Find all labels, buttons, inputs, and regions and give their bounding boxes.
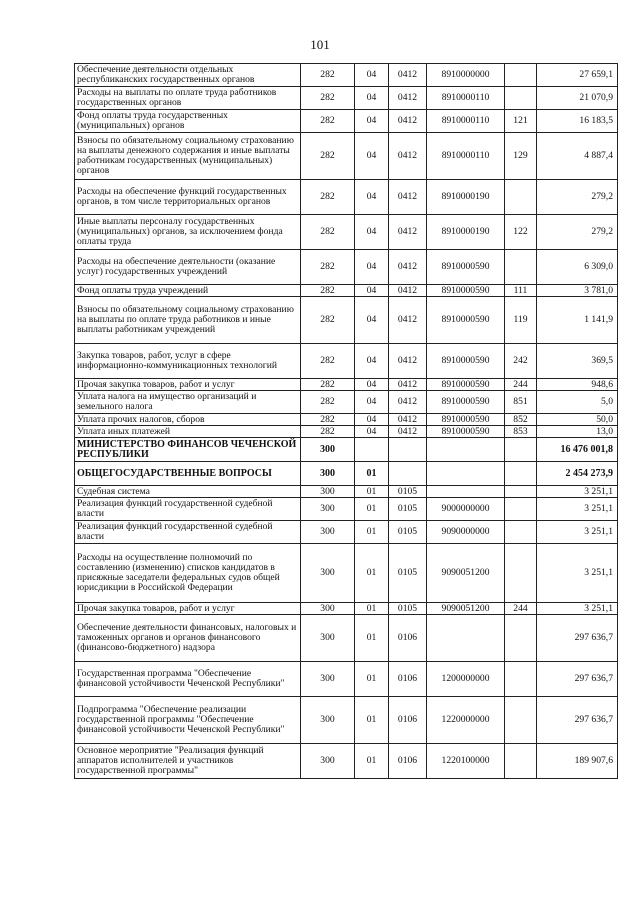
expense-type-cell (505, 64, 537, 87)
section-code-cell: 04 (355, 379, 389, 391)
expense-name-cell: Взносы по обязательному социальному страхованию на выплаты денежного содержания и иные выплаты работникам государственных (муниципальных) органов (75, 133, 301, 180)
expense-type-cell: 111 (505, 285, 537, 297)
department-code-cell: 300 (301, 697, 355, 744)
department-code-cell: 282 (301, 344, 355, 379)
amount-cell: 279,2 (537, 180, 618, 215)
department-code-cell: 300 (301, 438, 355, 462)
amount-cell: 3 251,1 (537, 603, 618, 615)
expense-name-cell: Расходы на обеспечение деятельности (оказание услуг) государственных учреждений (75, 250, 301, 285)
expense-type-cell: 853 (505, 426, 537, 438)
expense-type-cell (505, 498, 537, 521)
amount-cell: 13,0 (537, 426, 618, 438)
subsection-code-cell: 0412 (389, 250, 427, 285)
expense-type-cell (505, 521, 537, 544)
expense-type-cell: 244 (505, 379, 537, 391)
department-code-cell: 300 (301, 498, 355, 521)
expense-type-cell (505, 615, 537, 662)
department-code-cell: 282 (301, 297, 355, 344)
target-article-cell: 8910000590 (427, 344, 505, 379)
target-article-cell: 9000000000 (427, 498, 505, 521)
section-code-cell: 01 (355, 615, 389, 662)
expense-type-cell: 851 (505, 391, 537, 414)
subsection-code-cell: 0412 (389, 133, 427, 180)
table-row (75, 133, 618, 180)
target-article-cell: 8910000590 (427, 297, 505, 344)
expense-name-cell: ОБЩЕГОСУДАРСТВЕННЫЕ ВОПРОСЫ (75, 462, 301, 486)
target-article-cell (427, 462, 505, 486)
section-code-cell: 01 (355, 697, 389, 744)
expense-type-cell (505, 462, 537, 486)
section-code-cell: 04 (355, 250, 389, 285)
expense-name-cell: Уплата прочих налогов, сборов (75, 414, 301, 426)
subsection-code-cell (389, 462, 427, 486)
department-code-cell: 282 (301, 414, 355, 426)
target-article-cell: 8910000190 (427, 180, 505, 215)
target-article-cell (427, 615, 505, 662)
subsection-code-cell: 0105 (389, 544, 427, 603)
section-code-cell: 01 (355, 744, 389, 779)
expense-name-cell: Основное мероприятие "Реализация функций аппаратов исполнителей и участников государственной программы" (75, 744, 301, 779)
expense-name-cell: Обеспечение деятельности финансовых, налоговых и таможенных органов и органов финансового (финансово-бюджетного) надзора (75, 615, 301, 662)
table-row (75, 110, 618, 133)
section-code-cell: 04 (355, 297, 389, 344)
page-number: 101 (310, 37, 330, 52)
target-article-cell: 8910000590 (427, 414, 505, 426)
subsection-code-cell: 0412 (389, 87, 427, 110)
target-article-cell: 8910000590 (427, 426, 505, 438)
expense-name-cell: Уплата налога на имущество организаций и земельного налога (75, 391, 301, 414)
expense-type-cell (505, 744, 537, 779)
department-code-cell: 300 (301, 744, 355, 779)
section-code-cell: 04 (355, 414, 389, 426)
department-code-cell: 282 (301, 87, 355, 110)
amount-cell: 297 636,7 (537, 697, 618, 744)
department-code-cell: 300 (301, 603, 355, 615)
amount-cell: 3 251,1 (537, 521, 618, 544)
expense-type-cell (505, 438, 537, 462)
expense-name-cell: Уплата иных платежей (75, 426, 301, 438)
expense-type-cell: 242 (505, 344, 537, 379)
section-code-cell: 01 (355, 462, 389, 486)
expense-name-cell: Реализация функций государственной судебной власти (75, 521, 301, 544)
target-article-cell: 9090051200 (427, 603, 505, 615)
section-code-cell: 04 (355, 64, 389, 87)
amount-cell: 50,0 (537, 414, 618, 426)
amount-cell: 279,2 (537, 215, 618, 250)
table-row (75, 697, 618, 744)
department-code-cell: 282 (301, 391, 355, 414)
table-row (75, 87, 618, 110)
department-code-cell: 282 (301, 180, 355, 215)
table-row (75, 544, 618, 603)
table-row (75, 521, 618, 544)
expense-name-cell: Расходы на выплаты по оплате труда работников государственных органов (75, 87, 301, 110)
amount-cell: 297 636,7 (537, 662, 618, 697)
expense-name-cell: Обеспечение деятельности отдельных республиканских государственных органов (75, 64, 301, 87)
target-article-cell (427, 438, 505, 462)
expense-name-cell: Подпрограмма "Обеспечение реализации государственной программы "Обеспечение финансовой устойчивости Чеченской Республики" (75, 697, 301, 744)
table-row (75, 215, 618, 250)
amount-cell: 189 907,6 (537, 744, 618, 779)
department-code-cell: 282 (301, 110, 355, 133)
expense-name-cell: Фонд оплаты труда государственных (муниципальных) органов (75, 110, 301, 133)
target-article-cell: 8910000590 (427, 250, 505, 285)
expense-name-cell: Прочая закупка товаров, работ и услуг (75, 603, 301, 615)
amount-cell: 3 251,1 (537, 486, 618, 498)
table-row (75, 744, 618, 779)
subsection-code-cell: 0105 (389, 603, 427, 615)
department-code-cell: 300 (301, 662, 355, 697)
amount-cell: 21 070,9 (537, 87, 618, 110)
target-article-cell: 1200000000 (427, 662, 505, 697)
expense-name-cell: Прочая закупка товаров, работ и услуг (75, 379, 301, 391)
target-article-cell: 8910000000 (427, 64, 505, 87)
expense-name-cell: Фонд оплаты труда учреждений (75, 285, 301, 297)
expense-name-cell: Государственная программа "Обеспечение финансовой устойчивости Чеченской Республики" (75, 662, 301, 697)
table-row (75, 391, 618, 414)
department-code-cell: 300 (301, 486, 355, 498)
subsection-code-cell: 0412 (389, 344, 427, 379)
subsection-code-cell: 0105 (389, 486, 427, 498)
subsection-code-cell: 0106 (389, 697, 427, 744)
section-code-cell: 01 (355, 662, 389, 697)
table-row (75, 344, 618, 379)
amount-cell: 3 781,0 (537, 285, 618, 297)
target-article-cell: 8910000190 (427, 215, 505, 250)
section-code-cell: 04 (355, 285, 389, 297)
table-row (75, 297, 618, 344)
department-code-cell: 282 (301, 379, 355, 391)
expense-type-cell: 852 (505, 414, 537, 426)
expense-type-cell: 244 (505, 603, 537, 615)
department-code-cell: 282 (301, 215, 355, 250)
expense-type-cell (505, 544, 537, 603)
expense-type-cell (505, 87, 537, 110)
table-row (75, 250, 618, 285)
subsection-code-cell: 0106 (389, 615, 427, 662)
amount-cell: 3 251,1 (537, 498, 618, 521)
amount-cell: 4 887,4 (537, 133, 618, 180)
section-code-cell: 01 (355, 498, 389, 521)
expense-name-cell: Расходы на осуществление полномочий по составлению (изменению) списков кандидатов в присяжные заседатели федеральных судов общей юрисдикции в Российской Федерации (75, 544, 301, 603)
subsection-code-cell: 0412 (389, 391, 427, 414)
subsection-code-cell: 0412 (389, 426, 427, 438)
expense-name-cell: Судебная система (75, 486, 301, 498)
subsection-code-cell: 0106 (389, 662, 427, 697)
subsection-code-cell: 0412 (389, 110, 427, 133)
budget-table (74, 63, 618, 779)
table-row (75, 414, 618, 426)
expense-type-cell (505, 486, 537, 498)
expense-name-cell: Расходы на обеспечение функций государственных органов, в том числе территориальных органов (75, 180, 301, 215)
table-row (75, 486, 618, 498)
subsection-code-cell: 0412 (389, 379, 427, 391)
expense-name-cell: Закупка товаров, работ, услуг в сфере информационно-коммуникационных технологий (75, 344, 301, 379)
expense-type-cell (505, 250, 537, 285)
expense-type-cell: 122 (505, 215, 537, 250)
department-code-cell: 300 (301, 462, 355, 486)
section-code-cell: 04 (355, 133, 389, 180)
department-code-cell: 300 (301, 544, 355, 603)
expense-name-cell: Взносы по обязательному социальному страхованию на выплаты по оплате труда работников и иные выплаты работникам учреждений (75, 297, 301, 344)
amount-cell: 297 636,7 (537, 615, 618, 662)
table-row (75, 379, 618, 391)
subsection-code-cell: 0105 (389, 521, 427, 544)
section-code-cell: 04 (355, 180, 389, 215)
section-code-cell: 04 (355, 87, 389, 110)
table-row (75, 615, 618, 662)
subsection-code-cell: 0412 (389, 215, 427, 250)
table-row (75, 285, 618, 297)
expense-type-cell: 129 (505, 133, 537, 180)
table-row (75, 498, 618, 521)
amount-cell: 16 183,5 (537, 110, 618, 133)
target-article-cell: 9090000000 (427, 521, 505, 544)
subsection-code-cell: 0412 (389, 297, 427, 344)
amount-cell: 369,5 (537, 344, 618, 379)
section-code-cell (355, 438, 389, 462)
department-code-cell: 282 (301, 250, 355, 285)
section-code-cell: 01 (355, 544, 389, 603)
table-row (75, 662, 618, 697)
subsection-code-cell: 0412 (389, 180, 427, 215)
table-row (75, 64, 618, 87)
amount-cell: 5,0 (537, 391, 618, 414)
section-code-cell: 04 (355, 391, 389, 414)
target-article-cell: 8910000590 (427, 285, 505, 297)
expense-type-cell (505, 662, 537, 697)
section-code-cell: 04 (355, 344, 389, 379)
subsection-code-cell: 0106 (389, 744, 427, 779)
subsection-code-cell: 0105 (389, 498, 427, 521)
department-code-cell: 300 (301, 521, 355, 544)
subsection-code-cell: 0412 (389, 64, 427, 87)
amount-cell: 3 251,1 (537, 544, 618, 603)
department-code-cell: 300 (301, 615, 355, 662)
amount-cell: 2 454 273,9 (537, 462, 618, 486)
expense-type-cell: 119 (505, 297, 537, 344)
section-code-cell: 01 (355, 486, 389, 498)
subsection-code-cell: 0412 (389, 285, 427, 297)
target-article-cell: 8910000590 (427, 379, 505, 391)
subsection-code-cell: 0412 (389, 414, 427, 426)
amount-cell: 27 659,1 (537, 64, 618, 87)
expense-type-cell (505, 697, 537, 744)
amount-cell: 6 309,0 (537, 250, 618, 285)
expense-name-cell: Иные выплаты персоналу государственных (муниципальных) органов, за исключением фонда оплаты труда (75, 215, 301, 250)
expense-name-cell: Реализация функций государственной судебной власти (75, 498, 301, 521)
amount-cell: 16 476 001,8 (537, 438, 618, 462)
table-row (75, 426, 618, 438)
department-code-cell: 282 (301, 64, 355, 87)
table-row (75, 603, 618, 615)
table-row (75, 462, 618, 486)
expense-type-cell: 121 (505, 110, 537, 133)
subsection-code-cell (389, 438, 427, 462)
table-row (75, 180, 618, 215)
target-article-cell: 8910000110 (427, 87, 505, 110)
section-code-cell: 04 (355, 426, 389, 438)
amount-cell: 1 141,9 (537, 297, 618, 344)
department-code-cell: 282 (301, 285, 355, 297)
target-article-cell: 8910000110 (427, 133, 505, 180)
amount-cell: 948,6 (537, 379, 618, 391)
target-article-cell (427, 486, 505, 498)
target-article-cell: 8910000590 (427, 391, 505, 414)
expense-name-cell: МИНИСТЕРСТВО ФИНАНСОВ ЧЕЧЕНСКОЙ РЕСПУБЛИКИ (75, 438, 301, 462)
section-code-cell: 04 (355, 110, 389, 133)
target-article-cell: 1220100000 (427, 744, 505, 779)
budget-table-body (75, 64, 618, 779)
department-code-cell: 282 (301, 426, 355, 438)
department-code-cell: 282 (301, 133, 355, 180)
target-article-cell: 1220000000 (427, 697, 505, 744)
target-article-cell: 9090051200 (427, 544, 505, 603)
section-code-cell: 01 (355, 603, 389, 615)
table-row (75, 438, 618, 462)
section-code-cell: 04 (355, 215, 389, 250)
expense-type-cell (505, 180, 537, 215)
target-article-cell: 8910000110 (427, 110, 505, 133)
section-code-cell: 01 (355, 521, 389, 544)
